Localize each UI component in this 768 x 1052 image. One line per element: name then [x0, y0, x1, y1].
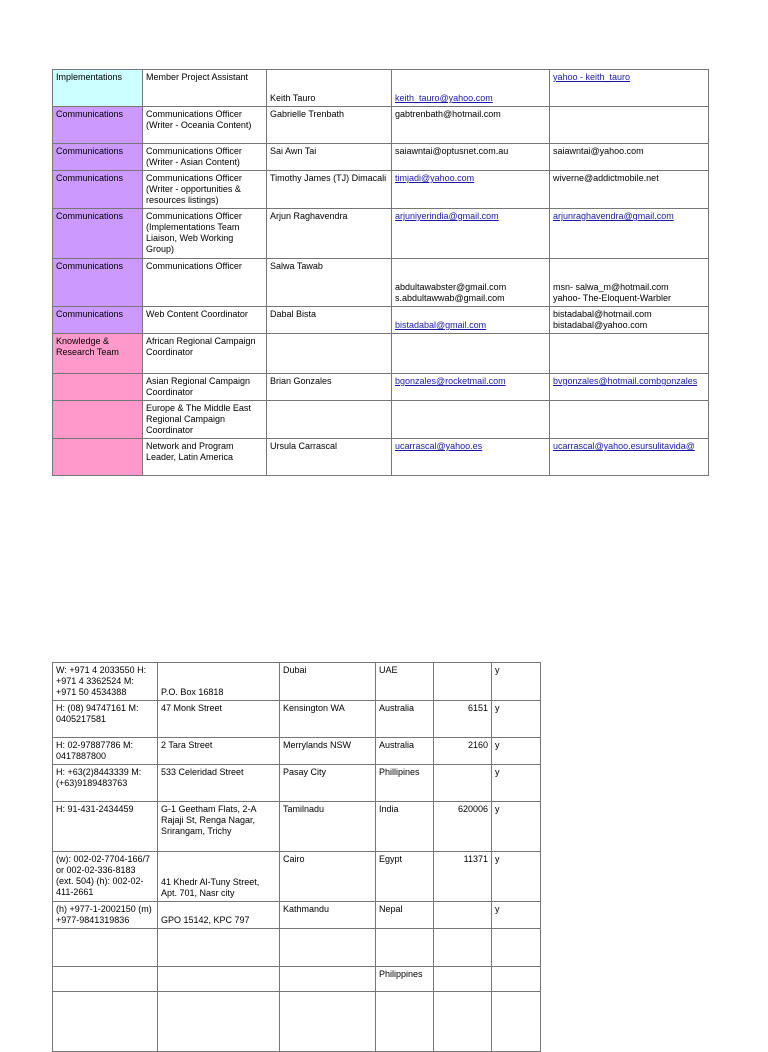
role-cell: Communications Officer (Writer - Oceania Content) — [143, 107, 267, 144]
email-link[interactable]: keith_tauro@yahoo.com — [392, 70, 550, 107]
email-link[interactable]: bistadabal@gmail.com — [392, 307, 550, 334]
contacts-table — [52, 69, 709, 476]
table-row — [53, 401, 709, 439]
table-row — [53, 929, 541, 967]
im-cell — [550, 307, 709, 334]
city-cell: Kathmandu — [280, 902, 376, 929]
table-row — [53, 902, 541, 929]
name-cell: Ursula Carrascal — [267, 439, 392, 476]
postcode-cell — [434, 663, 492, 701]
im-cell: saiawntai@yahoo.com — [550, 144, 709, 171]
role-cell: African Regional Campaign Coordinator — [143, 334, 267, 374]
email-cell — [392, 401, 550, 439]
name-cell: Gabrielle Trenbath — [267, 107, 392, 144]
city-cell: Tamilnadu — [280, 802, 376, 852]
country-cell: Nepal — [376, 902, 434, 929]
role-cell: Web Content Coordinator — [143, 307, 267, 334]
table-row — [53, 107, 709, 144]
im-line: bistadabal@yahoo.com — [553, 320, 648, 330]
role-cell: Communications Officer (Writer - opportunities & resources listings) — [143, 171, 267, 209]
im-link[interactable]: ucarrascal@yahoo.esursulitavida@ — [550, 439, 709, 476]
postcode-cell — [434, 929, 492, 967]
city-cell — [280, 967, 376, 992]
team-cell — [53, 374, 143, 401]
role-cell: Communications Officer (Implementations Team Liaison, Web Working Group) — [143, 209, 267, 259]
table-row — [53, 992, 541, 1052]
team-cell: Communications — [53, 307, 143, 334]
team-cell: Knowledge & Research Team — [53, 334, 143, 374]
im-cell — [550, 401, 709, 439]
phone-cell: W: +971 4 2033550 H: +971 4 3362524 M: +971 50 4534388 — [53, 663, 158, 701]
flag-cell — [492, 992, 541, 1052]
address-cell: P.O. Box 16818 — [158, 663, 280, 701]
phone-cell: (w): 002-02-7704-166/7 or 002-02-336-8183 (ext. 504) (h): 002-02-411-2661 — [53, 852, 158, 902]
role-cell: Communications Officer — [143, 259, 267, 307]
role-cell: Communications Officer (Writer - Asian Content) — [143, 144, 267, 171]
country-cell: Philippines — [376, 967, 434, 992]
email-link[interactable]: bgonzales@rocketmail.com — [392, 374, 550, 401]
address-cell — [158, 992, 280, 1052]
city-cell: Cairo — [280, 852, 376, 902]
im-line: bistadabal@hotmail.com — [553, 309, 652, 319]
table-row — [53, 701, 541, 738]
flag-cell: y — [492, 701, 541, 738]
address-cell: G-1 Geetham Flats, 2-A Rajaji St, Renga Nagar, Srirangam, Trichy — [158, 802, 280, 852]
team-cell: Communications — [53, 259, 143, 307]
country-cell — [376, 992, 434, 1052]
email-link[interactable]: timjadi@yahoo.com — [392, 171, 550, 209]
postcode-cell: 11371 — [434, 852, 492, 902]
table-row — [53, 144, 709, 171]
country-cell: Egypt — [376, 852, 434, 902]
email-cell — [392, 259, 550, 307]
email-line: s.abdultawwab@gmail.com — [395, 293, 505, 303]
address-table — [52, 662, 541, 1052]
name-cell: Arjun Raghavendra — [267, 209, 392, 259]
role-cell: Asian Regional Campaign Coordinator — [143, 374, 267, 401]
team-cell: Communications — [53, 107, 143, 144]
im-link[interactable]: yahoo - keith_tauro — [550, 70, 709, 107]
table-row — [53, 852, 541, 902]
email-cell: gabtrenbath@hotmail.com — [392, 107, 550, 144]
table-row — [53, 209, 709, 259]
table-row — [53, 374, 709, 401]
email-cell — [392, 334, 550, 374]
phone-cell: H: (08) 94747161 M: 0405217581 — [53, 701, 158, 738]
city-cell: Merrylands NSW — [280, 738, 376, 765]
city-cell — [280, 992, 376, 1052]
im-cell — [550, 334, 709, 374]
im-cell — [550, 259, 709, 307]
flag-cell: y — [492, 852, 541, 902]
city-cell: Dubai — [280, 663, 376, 701]
flag-cell: y — [492, 663, 541, 701]
name-cell — [267, 334, 392, 374]
role-cell: Europe & The Middle East Regional Campaign Coordinator — [143, 401, 267, 439]
name-cell: Sai Awn Tai — [267, 144, 392, 171]
phone-cell: H: 02-97887786 M: 0417887800 — [53, 738, 158, 765]
team-cell: Implementations — [53, 70, 143, 107]
city-cell: Kensington WA — [280, 701, 376, 738]
email-link[interactable]: arjuniyerindia@gmail.com — [392, 209, 550, 259]
address-cell: GPO 15142, KPC 797 — [158, 902, 280, 929]
name-cell: Brian Gonzales — [267, 374, 392, 401]
country-cell: Australia — [376, 701, 434, 738]
phone-cell — [53, 992, 158, 1052]
flag-cell — [492, 967, 541, 992]
phone-cell: H: +63(2)8443339 M: (+63)9189483763 — [53, 765, 158, 802]
country-cell: Australia — [376, 738, 434, 765]
table-row — [53, 802, 541, 852]
table-row — [53, 439, 709, 476]
email-line: abdultawabster@gmail.com — [395, 282, 507, 292]
postcode-cell: 620006 — [434, 802, 492, 852]
address-cell: 41 Khedr Al-Tuny Street, Apt. 701, Nasr city — [158, 852, 280, 902]
phone-cell — [53, 967, 158, 992]
country-cell: Phillipines — [376, 765, 434, 802]
table-row — [53, 738, 541, 765]
phone-cell — [53, 929, 158, 967]
flag-cell — [492, 929, 541, 967]
role-cell: Member Project Assistant — [143, 70, 267, 107]
table-row — [53, 307, 709, 334]
phone-cell: H: 91-431-2434459 — [53, 802, 158, 852]
postcode-cell — [434, 765, 492, 802]
im-link[interactable]: arjunraghavendra@gmail.com — [550, 209, 709, 259]
team-cell: Communications — [53, 209, 143, 259]
table-row — [53, 765, 541, 802]
im-cell: wiverne@addictmobile.net — [550, 171, 709, 209]
im-cell — [550, 107, 709, 144]
phone-cell: (h) +977-1-2002150 (m) +977-9841319836 — [53, 902, 158, 929]
postcode-cell — [434, 992, 492, 1052]
im-line: msn- salwa_m@hotmail.com — [553, 282, 669, 292]
name-cell — [267, 401, 392, 439]
city-cell — [280, 929, 376, 967]
address-cell — [158, 929, 280, 967]
postcode-cell — [434, 902, 492, 929]
country-cell — [376, 929, 434, 967]
address-cell: 47 Monk Street — [158, 701, 280, 738]
table-row — [53, 259, 709, 307]
address-cell: 2 Tara Street — [158, 738, 280, 765]
table-row — [53, 70, 709, 107]
flag-cell: y — [492, 738, 541, 765]
table-row — [53, 171, 709, 209]
team-cell — [53, 401, 143, 439]
name-cell: Keith Tauro — [267, 70, 392, 107]
country-cell: UAE — [376, 663, 434, 701]
team-cell — [53, 439, 143, 476]
name-cell: Timothy James (TJ) Dimacali — [267, 171, 392, 209]
table-row — [53, 663, 541, 701]
address-cell — [158, 967, 280, 992]
flag-cell: y — [492, 802, 541, 852]
address-cell: 533 Celeridad Street — [158, 765, 280, 802]
role-cell: Network and Program Leader, Latin America — [143, 439, 267, 476]
postcode-cell: 2160 — [434, 738, 492, 765]
name-cell: Salwa Tawab — [267, 259, 392, 307]
postcode-cell — [434, 967, 492, 992]
table-row — [53, 967, 541, 992]
team-cell: Communications — [53, 144, 143, 171]
flag-cell: y — [492, 902, 541, 929]
email-cell: saiawntai@optusnet.com.au — [392, 144, 550, 171]
team-cell: Communications — [53, 171, 143, 209]
email-link[interactable]: ucarrascal@yahoo.es — [392, 439, 550, 476]
city-cell: Pasay City — [280, 765, 376, 802]
name-cell: Dabal Bista — [267, 307, 392, 334]
im-line: yahoo- The-Eloquent-Warbler — [553, 293, 672, 303]
postcode-cell: 6151 — [434, 701, 492, 738]
flag-cell: y — [492, 765, 541, 802]
table-row — [53, 334, 709, 374]
country-cell: India — [376, 802, 434, 852]
im-link[interactable]: bvgonzales@hotmail.combgonzales — [550, 374, 709, 401]
